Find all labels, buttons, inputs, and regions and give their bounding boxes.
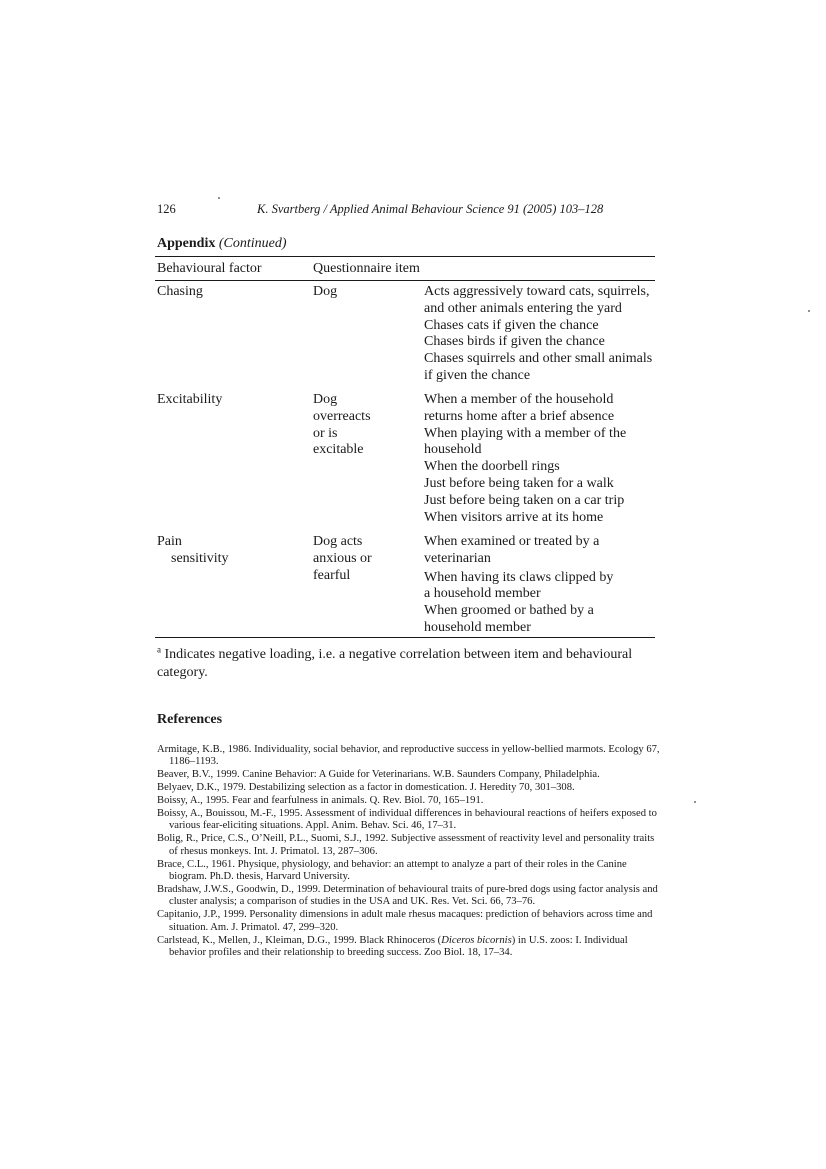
item-line: Chases birds if given the chance — [424, 334, 605, 350]
item-line: Chases squirrels and other small animals — [424, 351, 653, 367]
reference-species-name: Diceros bicornis — [441, 934, 512, 946]
item-line: When visitors arrive at its home — [424, 509, 604, 525]
reference-item: Boissy, A., 1995. Fear and fearfulness in animals. Q. Rev. Biol. 70, 165–191. — [157, 795, 484, 807]
subject-line: anxious or — [313, 550, 372, 566]
reference-item: Capitanio, J.P., 1999. Personality dimensions in adult male rhesus macaques: prediction of behaviors across time and situation. Am. J. Primatol. 47, 299–320. — [157, 909, 653, 933]
subject-line: Dog — [313, 392, 338, 407]
subject-line: or is — [313, 425, 338, 441]
reference-text: Carlstead, K., Mellen, J., Kleiman, D.G., 1999. Black Rhinoceros ( — [157, 934, 442, 946]
footnote-mark: a — [157, 644, 161, 655]
subject-cell-excitability — [313, 392, 371, 459]
reference-item: Bolig, R., Price, C.S., O’Neill, P.L., Suomi, S.J., 1992. Subjective assessment of reactivity level and personality traits of rhesus monkeys. Int. J. Primatol. 13, 287–306. — [157, 833, 655, 857]
item-line: returns home after a brief absence — [424, 408, 615, 424]
reference-item: Bradshaw, J.W.S., Goodwin, D., 1999. Determination of behavioural traits of pure-bred dogs using factor analysis and cluster analysis; a comparison of studies in the USA and UK. Res. Vet. Sci. 66, 73–76. — [157, 883, 658, 908]
factor-cell-excitability — [157, 392, 222, 409]
reference-item: Boissy, A., Bouissou, M.-F., 1995. Assessment of individual differences in behavioural reactions of heifers exposed to various fear-eliciting situations. Appl. Anim. Behav. Sci. 46, 17–31. — [157, 808, 657, 832]
factor-line: Pain — [157, 534, 182, 549]
item-line: veterinarian — [424, 550, 491, 566]
table-header-rule — [155, 280, 655, 281]
item-line: Just before being taken for a walk — [424, 475, 614, 491]
subject-line: fearful — [313, 567, 351, 583]
items-cell-pain-sensitivity — [424, 534, 664, 637]
item-line: and other animals entering the yard — [424, 300, 622, 316]
factor-line: Excitability — [157, 392, 223, 407]
reference-item: Armitage, K.B., 1986. Individuality, social behavior, and reproductive success in yellow-bellied marmots. Ecology 67, 1186–1193. — [157, 744, 660, 768]
appendix-title — [157, 236, 287, 252]
factor-line: Chasing — [157, 284, 203, 299]
appendix-title-text: Appendix — [157, 236, 216, 251]
appendix-title-suffix: (Continued) — [218, 236, 287, 251]
subject-line: overreacts — [313, 408, 371, 424]
item-line: When examined or treated by a — [424, 534, 600, 549]
table-bottom-rule — [155, 637, 655, 638]
item-line: household — [424, 442, 482, 458]
item-line: household member — [424, 619, 531, 635]
scan-speck — [694, 801, 696, 803]
footnote-text: Indicates negative loading, i.e. a negative correlation between item and behavioural category. — [157, 647, 633, 680]
scan-speck — [808, 310, 810, 312]
table-top-rule — [155, 256, 655, 257]
subject-line: Dog — [313, 284, 338, 299]
item-line: When playing with a member of the — [424, 425, 627, 441]
items-cell-excitability — [424, 392, 664, 526]
reference-item — [157, 935, 661, 960]
column-header-factor: Behavioural factor — [157, 261, 262, 276]
table-footnote — [157, 646, 662, 682]
page-number: 126 — [157, 202, 176, 216]
item-line: When the doorbell rings — [424, 459, 560, 475]
item-line: if given the chance — [424, 367, 531, 383]
factor-cell-pain-sensitivity — [157, 534, 229, 568]
reference-text: ) in U.S. zoos: I. Individual behavior profiles and their relationship to breeding success. Zoo Biol. 18, 17–34. — [169, 934, 628, 958]
items-cell-chasing — [424, 284, 664, 385]
running-title: K. Svartberg / Applied Animal Behaviour Science 91 (2005) 103–128 — [257, 202, 604, 216]
item-line: Chases cats if given the chance — [424, 317, 599, 333]
factor-line: sensitivity — [171, 550, 229, 566]
subject-cell-pain-sensitivity — [313, 534, 372, 584]
column-header-item: Questionnaire item — [313, 261, 420, 276]
reference-list — [157, 744, 661, 960]
scan-speck — [218, 197, 220, 199]
reference-item: Brace, C.L., 1961. Physique, physiology, and behavior: an attempt to analyze a part of their roles in the Canine biogram. Ph.D. thesis, Harvard University. — [157, 858, 627, 883]
item-line: a household member — [424, 586, 541, 602]
subject-cell-chasing — [313, 284, 337, 301]
subject-line: Dog acts — [313, 534, 363, 549]
item-line: When having its claws clipped by — [424, 569, 614, 585]
item-line: When groomed or bathed by a — [424, 603, 594, 619]
reference-item: Beaver, B.V., 1999. Canine Behavior: A Guide for Veterinarians. W.B. Saunders Company, Philadelphia. — [157, 769, 600, 781]
item-line: When a member of the household — [424, 392, 614, 407]
item-line: Just before being taken on a car trip — [424, 492, 625, 508]
item-line: Acts aggressively toward cats, squirrels, — [424, 284, 650, 299]
references-heading: References — [157, 712, 223, 727]
reference-item: Belyaev, D.K., 1979. Destabilizing selection as a factor in domestication. J. Heredity 70, 301–308. — [157, 782, 575, 794]
subject-line: excitable — [313, 442, 364, 458]
factor-cell-chasing — [157, 284, 203, 301]
